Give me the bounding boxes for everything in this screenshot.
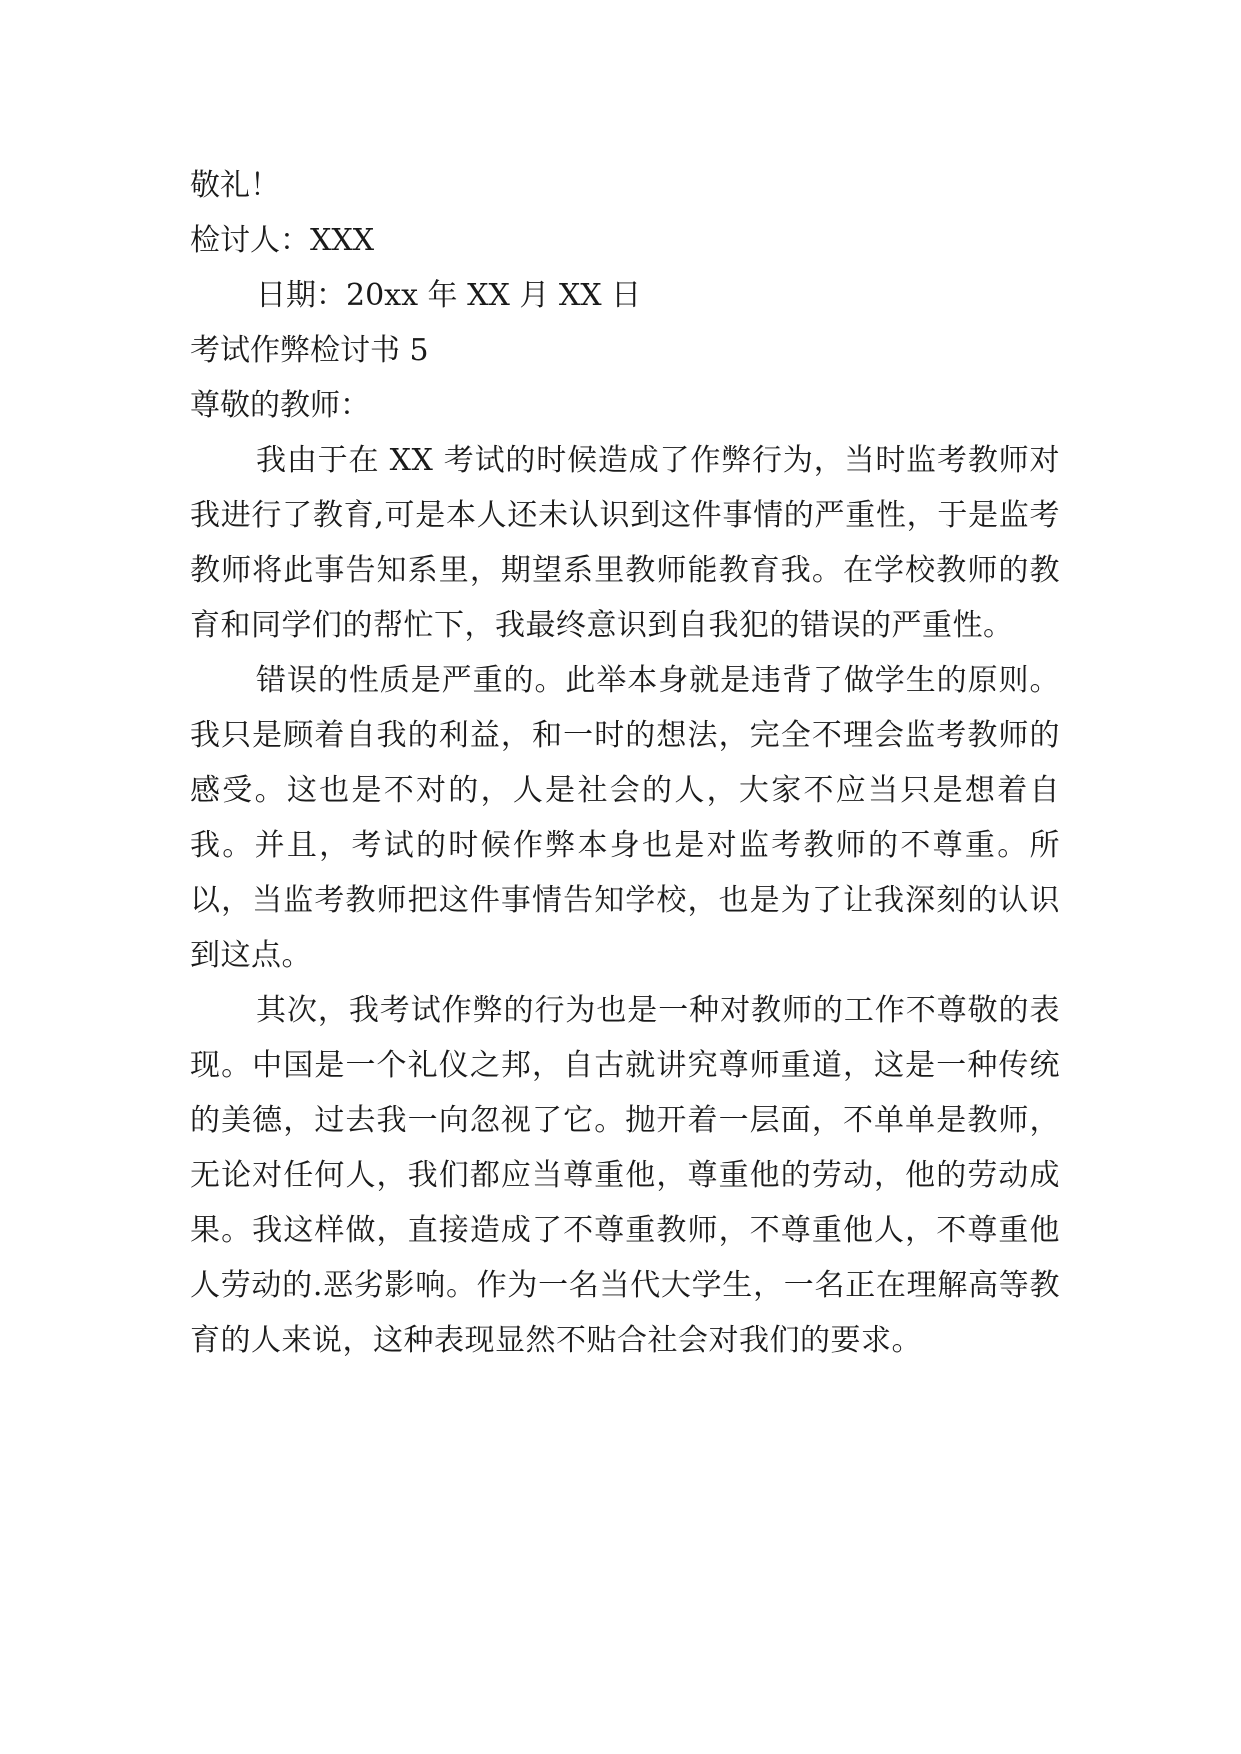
salutation-line: 尊敬的教师： [190,388,370,423]
date-line: 日期：20xx 年 XX 月 XX 日 [256,278,642,313]
document-body [190,158,1060,1368]
body-paragraph: 我由于在 XX 考试的时候造成了作弊行为，当时监考教师对我进行了教育,可是本人还未认识到这件事情的严重性，于是监考教师将此事告知系里，期望系里教师能教育我。在学校教师的教育和同学们的帮忙下，我最终意识到自我犯的错误的严重性。 [190,443,1060,643]
signer-line: 检讨人：XXX [190,223,375,258]
closing-line: 敬礼！ [190,168,280,203]
body-paragraph: 其次，我考试作弊的行为也是一种对教师的工作不尊敬的表现。中国是一个礼仪之邦，自古就讲究尊师重道，这是一种传统的美德，过去我一向忽视了它。抛开着一层面，不单单是教师，无论对任何人，我们都应当尊重他，尊重他的劳动，他的劳动成果。我这样做，直接造成了不尊重教师，不尊重他人，不尊重他人劳动的.恶劣影响。作为一名当代大学生，一名正在理解高等教育的人来说，这种表现显然不贴合社会对我们的要求。 [190,993,1060,1358]
document-title: 考试作弊检讨书 5 [190,333,429,368]
body-paragraph: 错误的性质是严重的。此举本身就是违背了做学生的原则。我只是顾着自我的利益，和一时的想法，完全不理会监考教师的感受。这也是不对的，人是社会的人，大家不应当只是想着自我。并且，考试的时候作弊本身也是对监考教师的不尊重。所以，当监考教师把这件事情告知学校，也是为了让我深刻的认识到这点。 [190,663,1060,973]
